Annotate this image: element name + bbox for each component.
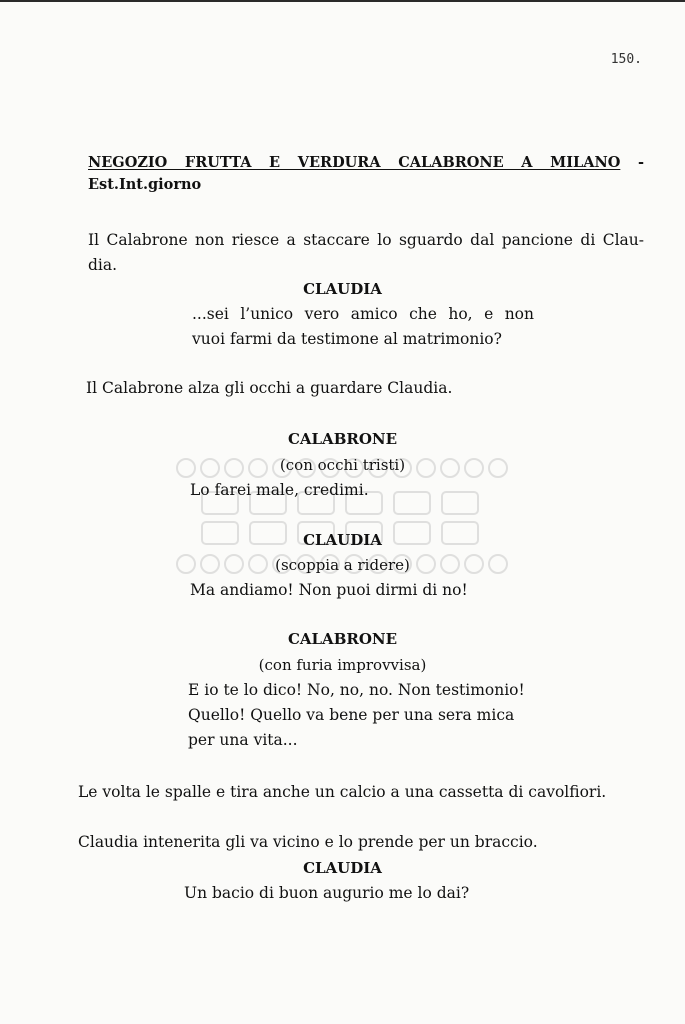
page-number: 150. [610,52,642,67]
parenthetical-1: (con occhi tristi) [279,456,406,474]
page-top-edge [0,0,685,2]
scene-heading [88,152,644,196]
action-paragraph-1 [88,228,644,278]
dialogue-block-3: Ma andiamo! Non puoi dirmi di no! [190,581,468,599]
dialogue-1-line-2: vuoi farmi da testimone al matrimonio? [192,330,502,348]
dialogue-block-5: Un bacio di buon augurio me lo dai? [184,884,470,902]
action-paragraph-3: Le volta le spalle e tira anche un calcio a una cassetta di cavolfiori. [78,783,607,801]
dialogue-block-1 [192,302,534,352]
character-name-calabrone-2: CALABRONE [287,630,398,648]
character-name-claudia-2: CLAUDIA [303,531,382,549]
dialogue-block-4 [188,678,548,753]
action-paragraph-4: Claudia intenerita gli va vicino e lo prende per un braccio. [78,833,538,851]
parenthetical-2: (scoppia a ridere) [275,556,410,574]
scene-heading-line-1 [88,152,644,174]
character-name-claudia-1: CLAUDIA [303,280,382,298]
dialogue-block-2: Lo farei male, credimi. [190,481,369,499]
dialogue-4-line-3: per una vita... [188,731,298,749]
dialogue-4-line-1: E io te lo dico! No, no, no. Non testimonio! [188,681,525,699]
action-paragraph-2: Il Calabrone alza gli occhi a guardare Claudia. [86,379,453,397]
action-1-line-1: Il Calabrone non riesce a staccare lo sguardo dal pancione di Clau- [88,231,644,249]
dialogue-4-line-2: Quello! Quello va bene per una sera mica [188,706,515,724]
action-1-line-2: dia. [88,256,118,274]
scene-heading-location: NEGOZIO FRUTTA E VERDURA CALABRONE A MILANO [88,154,621,171]
dialogue-1-line-1: ...sei l’unico vero amico che ho, e non [192,305,534,323]
character-name-claudia-3: CLAUDIA [303,859,382,877]
scene-heading-time: Est.Int.giorno [88,176,202,193]
parenthetical-3: (con furia improvvisa) [258,656,427,674]
scene-heading-dash: - [637,154,644,171]
character-name-calabrone-1: CALABRONE [287,430,398,448]
